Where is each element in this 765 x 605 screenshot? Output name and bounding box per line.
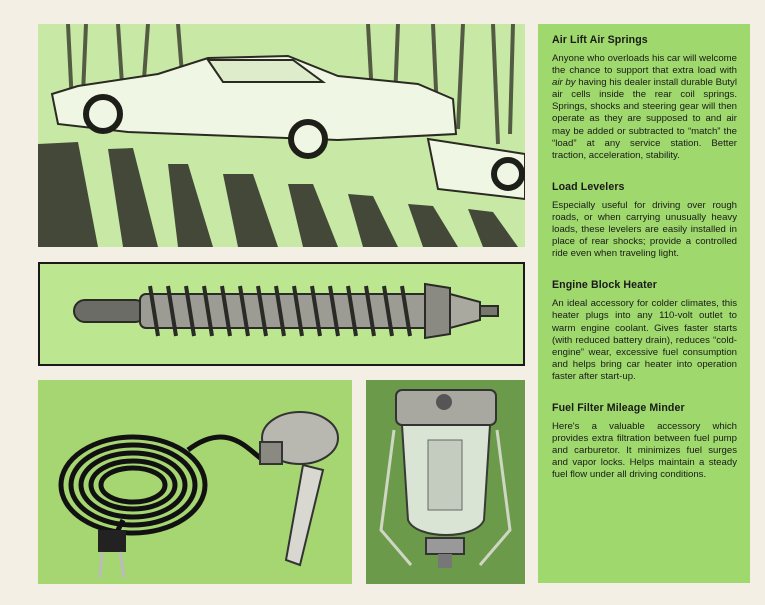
fuel-filter-image [366, 380, 525, 584]
section-body: Especially useful for driving over rough roads, or when carrying unusually heavy loads, these levelers are easily installed in place of rear shocks; provide a controlled ride even when traveling light. [552, 199, 737, 260]
shock-absorber-image [40, 264, 523, 364]
engine-heater-panel [38, 380, 352, 584]
section-title: Engine Block Heater [552, 279, 657, 292]
section-body: Anyone who overloads his car will welcome the chance to support that extra load with air by having his dealer install durable Butyl air cells inside the rear coil springs. Springs, shocks and steering gear will then operate as they are supposed to and air may be added or subtracted to “match” the “load” at any service station. Better traction, acceleration, stability. [552, 53, 737, 161]
fuel-filter-panel [366, 380, 525, 584]
section-body: An ideal accessory for colder climates, this heater plugs into any 110-volt outlet to warm engine coolant. Gives faster starts (with reduced battery drain), reduces “cold-engine” wear, excessive fuel consumption and helps bring car heater into operation faster after start-up. [552, 298, 737, 382]
section-air-lift-air-springs [552, 34, 737, 162]
section-fuel-filter-mileage-minder [552, 402, 737, 481]
section-engine-block-heater [552, 279, 737, 383]
section-body: Here's a valuable accessory which provides extra filtration between fuel pump and carburetor. It minimizes fuel surges and vapor locks. Helps maintain a steady fuel flow under all driving conditions. [552, 420, 737, 481]
section-title: Air Lift Air Springs [552, 34, 648, 46]
section-title: Fuel Filter Mileage Minder [552, 401, 685, 414]
engine-heater-image [38, 380, 352, 584]
section-title: Load Levelers [552, 180, 625, 193]
section-load-levelers [552, 181, 737, 260]
load-leveler-panel [38, 262, 525, 366]
car-sketch-image [38, 24, 525, 247]
description-column [538, 24, 750, 583]
car-illustration-panel [38, 24, 525, 247]
